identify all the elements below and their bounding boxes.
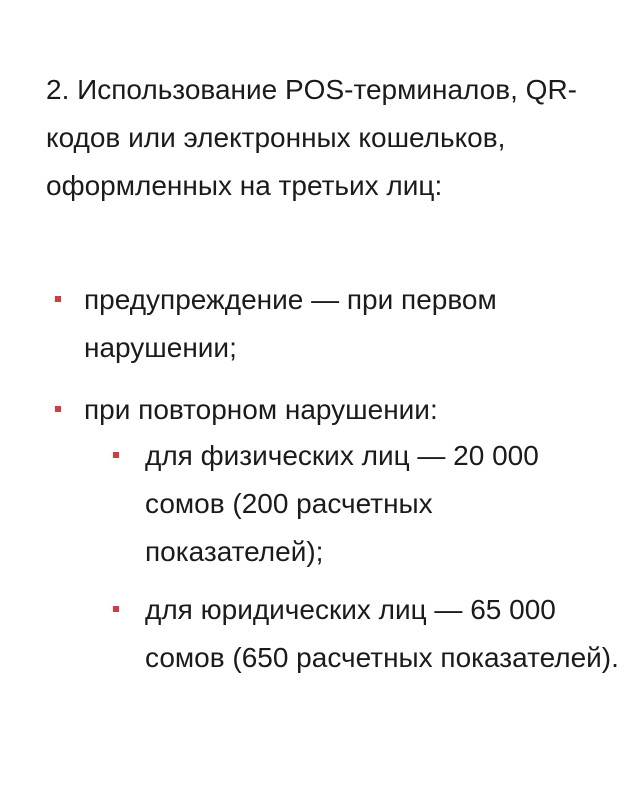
red-square-bullet-icon bbox=[113, 606, 119, 612]
red-square-bullet-icon bbox=[55, 406, 61, 412]
section-heading: 2. Использование POS-терминалов, QR-кодов или электронных кошельков, оформленных на третьих лиц: bbox=[46, 74, 578, 201]
red-square-bullet-icon bbox=[55, 296, 61, 302]
sub-list-item-individuals: для физических лиц — 20 000 сомов (200 расчетных показателей); bbox=[145, 440, 539, 567]
list-item-repeat-violation: при повторном нарушении: bbox=[84, 394, 438, 425]
red-square-bullet-icon bbox=[113, 452, 119, 458]
sub-list-item-legal-entities: для юридических лиц — 65 000 сомов (650 расчетных показателей). bbox=[145, 594, 619, 673]
list-item-warning: предупреждение — при первом нарушении; bbox=[84, 284, 497, 363]
